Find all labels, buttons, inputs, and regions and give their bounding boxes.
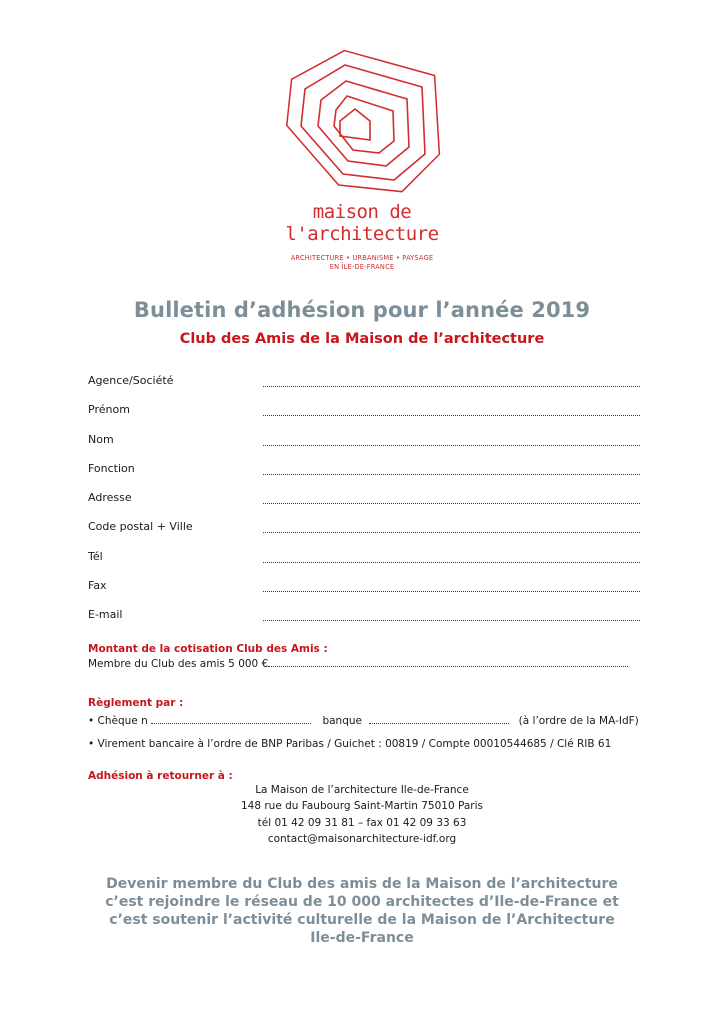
logo-tagline-line1: ARCHITECTURE • URBANISME • PAYSAGE xyxy=(290,254,434,262)
address-line: 148 rue du Faubourg Saint-Martin 75010 Paris xyxy=(240,800,483,813)
field-agence[interactable] xyxy=(88,374,640,403)
logo-wordmark-line1: maison de xyxy=(312,201,412,223)
maison-architecture-logo xyxy=(281,40,443,280)
cheque-line xyxy=(88,715,639,727)
field-label: E-mail xyxy=(88,608,123,622)
page-subtitle: Club des Amis de la Maison de l’architecture xyxy=(179,331,545,347)
field-label: Nom xyxy=(88,432,114,446)
field-label: Prénom xyxy=(88,403,130,417)
field-label: Code postal + Ville xyxy=(88,520,193,534)
pitch-line: Ile-de-France xyxy=(310,930,414,946)
field-nom[interactable] xyxy=(88,433,640,462)
fill-line[interactable] xyxy=(263,445,640,446)
logo-tagline xyxy=(281,254,443,272)
pitch-line: c’est rejoindre le réseau de 10 000 architectes d’Ile-de-France et xyxy=(105,894,619,910)
fill-line[interactable] xyxy=(263,503,640,504)
fill-line[interactable] xyxy=(263,591,640,592)
field-fax[interactable] xyxy=(88,579,640,608)
field-tel[interactable] xyxy=(88,550,640,579)
cotisation-heading: Montant de la cotisation Club des Amis : xyxy=(88,643,328,655)
amount-fill-line[interactable] xyxy=(268,658,628,667)
fill-line[interactable] xyxy=(263,474,640,475)
virement-line: • Virement bancaire à l’ordre de BNP Paribas / Guichet : 00819 / Compte 00010544685 / Clé RIB 61 xyxy=(88,738,612,750)
membership-form xyxy=(88,374,640,638)
cheque-label: • Chèque n xyxy=(88,715,148,727)
page-title: Bulletin d’adhésion pour l’année 2019 xyxy=(133,298,591,322)
fill-line[interactable] xyxy=(263,415,640,416)
address-line: tél 01 42 09 31 81 – fax 01 42 09 33 63 xyxy=(257,816,467,829)
return-address xyxy=(0,782,724,847)
field-label: Agence/Société xyxy=(88,374,174,387)
fill-line[interactable] xyxy=(263,620,640,621)
fill-line[interactable] xyxy=(263,532,640,533)
cotisation-line xyxy=(88,658,628,670)
pitch-line: c’est soutenir l’activité culturelle de la Maison de l’Architecture xyxy=(109,912,615,928)
email-line: contact@maisonarchitecture-idf.org xyxy=(267,832,457,845)
address-line: La Maison de l’architecture Ile-de-France xyxy=(255,784,469,796)
field-fonction[interactable] xyxy=(88,462,640,491)
banque-label: banque xyxy=(322,715,362,727)
reglement-heading: Règlement par : xyxy=(88,697,184,709)
field-email[interactable] xyxy=(88,608,640,637)
field-label: Fonction xyxy=(88,461,135,475)
house-rings-icon xyxy=(281,40,443,200)
membership-pitch xyxy=(60,875,664,947)
field-label: Tél xyxy=(88,549,103,563)
logo-wordmark-line2: l'architecture xyxy=(285,223,439,245)
pitch-line: Devenir membre du Club des amis de la Maison de l’architecture xyxy=(106,876,618,892)
logo-wordmark xyxy=(281,201,443,245)
banque-fill[interactable] xyxy=(369,715,509,724)
field-adresse[interactable] xyxy=(88,491,640,520)
field-prenom[interactable] xyxy=(88,403,640,432)
field-code-postal-ville[interactable] xyxy=(88,520,640,549)
fill-line[interactable] xyxy=(263,386,640,387)
fill-line[interactable] xyxy=(263,562,640,563)
ordre-text: (à l’ordre de la MA-IdF) xyxy=(518,715,639,727)
field-label: Adresse xyxy=(88,491,132,505)
cheque-number-fill[interactable] xyxy=(151,715,311,724)
logo-tagline-line2: EN ÎLE-DE-FRANCE xyxy=(329,263,395,271)
cotisation-text: Membre du Club des amis 5 000 € xyxy=(88,658,269,670)
field-label: Fax xyxy=(88,579,107,593)
adhesion-heading: Adhésion à retourner à : xyxy=(88,770,233,782)
